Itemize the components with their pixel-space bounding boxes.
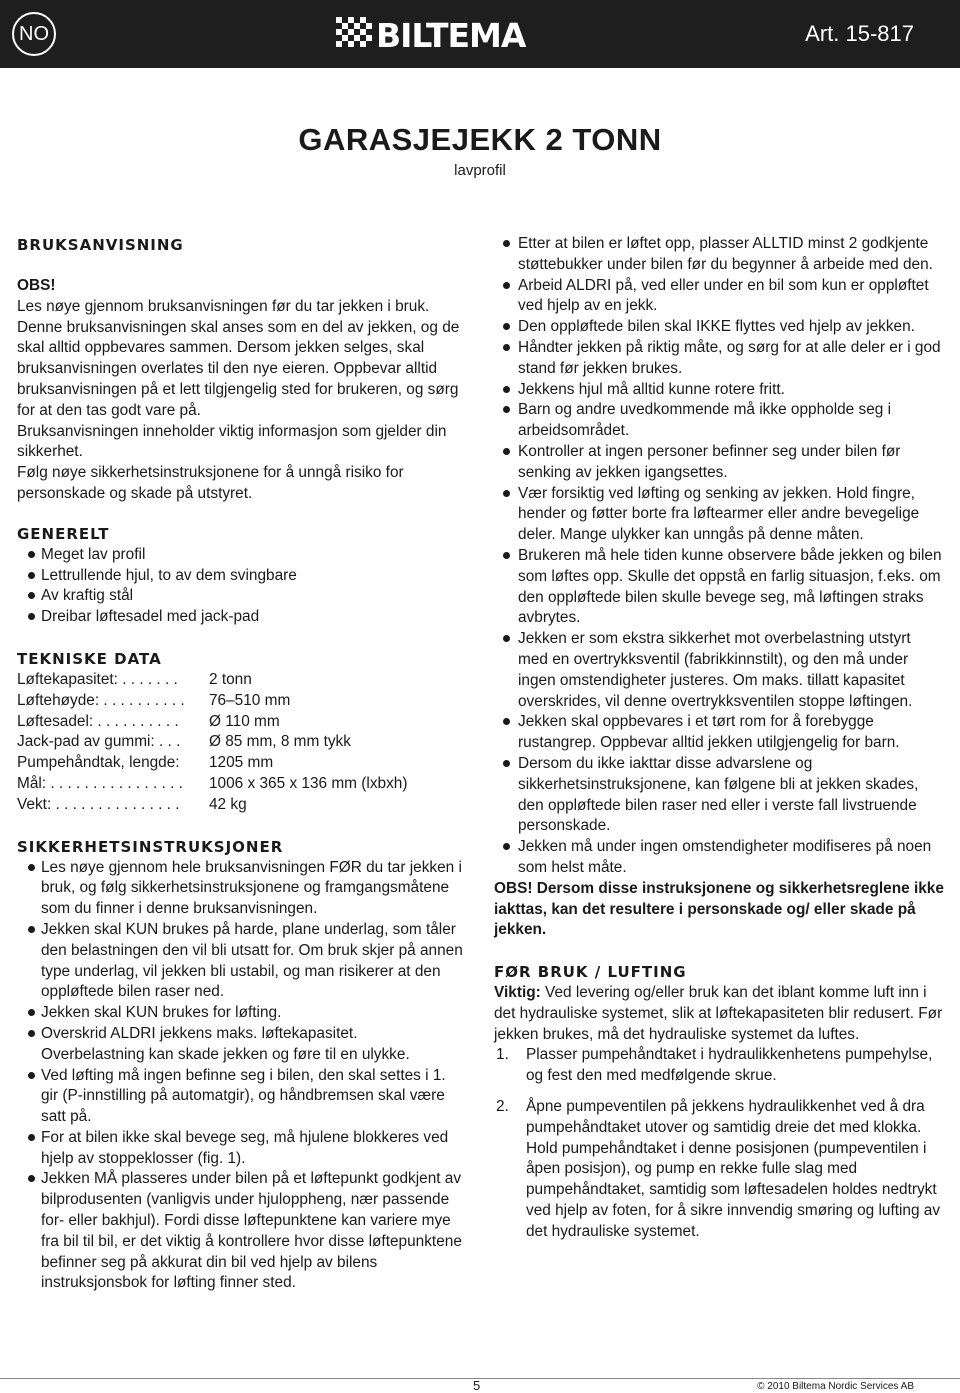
intro-paragraph: Les nøye gjennom bruksanvisningen før du tar jekken i bruk. Denne bruksanvisningen skal anses som en del av jekken, og de skal alltid oppbevares sammen. Dersom jekken selges, skal bruksanvisningen overlates til den nye eieren. Oppbevar alltid bruksanvisningen på et lett tilgjengelig sted for brukeren, og sørg for at den tas godt vare på. [17, 297, 460, 419]
spec-row: Vekt: . . . . . . . . . . . . . . . 42 kg [17, 795, 247, 813]
sikkerhet-list [17, 858, 464, 1295]
bullet-icon [503, 490, 510, 497]
list-item: Arbeid ALDRI på, ved eller under en bil som kun er oppløftet ved hjelp av en jekk. [494, 276, 944, 318]
bullet-icon [28, 572, 35, 579]
list-item: Jekken MÅ plasseres under bilen på et løftepunkt godkjent av bilprodusenten (vanligvis under hjuloppheng, nær passende for- eller bakhjul). Fordi disse løftepunktene kan variere mye fra bil til bil, er det viktig å kontrollere hvor disse løftepunktene befinner seg på akkurat din bil ved hjelp av bilens instruksjonsbok for løfting finner sted. [17, 1169, 464, 1294]
list-item: Overskrid ALDRI jekkens maks. løftekapasitet. Overbelastning kan skade jekken og føre til en ulykke. [17, 1024, 464, 1066]
obs-label: OBS! [17, 277, 56, 294]
bullet-icon [28, 592, 35, 599]
bullet-icon [28, 1134, 35, 1141]
section-heading-sikkerhetsinstruksjoner: SIKKERHETSINSTRUKSJONER [17, 837, 284, 856]
list-item: Håndter jekken på riktig måte, og sørg for at alle deler er i god stand før jekken brukes. [494, 338, 944, 380]
right-column [494, 234, 944, 1253]
list-item: Barn og andre uvedkommende må ikke oppholde seg i arbeidsområdet. [494, 400, 944, 442]
spec-row: Pumpehåndtak, lengde: 1205 mm [17, 754, 274, 772]
language-badge: NO [12, 12, 56, 56]
spec-table [17, 670, 464, 816]
steps-list [494, 1045, 944, 1242]
list-item: For at bilen ikke skal bevege seg, må hjulene blokkeres ved hjelp av stoppeklosser (fig. 1). [17, 1128, 464, 1170]
article-number: Art. 15-817 [805, 21, 914, 46]
bullet-icon [28, 1175, 35, 1182]
bullet-icon [503, 718, 510, 725]
list-item: Kontroller at ingen personer befinner seg under bilen før senking av jekken igangsettes. [494, 442, 944, 484]
bullet-icon [503, 344, 510, 351]
bullet-icon [28, 1030, 35, 1037]
list-item: Av kraftig stål [17, 586, 464, 607]
viktig-paragraph [494, 983, 944, 1045]
warning-note: OBS! Dersom disse instruksjonene og sikkerhetsreglene ikke iakttas, kan det resultere i personskade og/ eller skade på jekken. [494, 879, 944, 939]
bullet-icon [28, 551, 35, 558]
list-item: Etter at bilen er løftet opp, plasser ALLTID minst 2 godkjente støttebukker under bilen før du begynner å arbeide med den. [494, 234, 944, 276]
safety-paragraph: Følg nøye sikkerhetsinstruksjonene for å unngå risiko for personskade og skade på utstyret. [17, 464, 404, 502]
list-item: Dreibar løftesadel med jack-pad [17, 607, 464, 628]
bullet-icon [503, 843, 510, 850]
spec-row: Løftehøyde: . . . . . . . . . . 76–510 mm [17, 691, 291, 709]
spec-row: Jack-pad av gummi: . . . Ø 85 mm, 8 mm tykk [17, 733, 351, 751]
list-item: Jekken er som ekstra sikkerhet mot overbelastning utstyrt med en overtrykksventil (fabrikkinnstilt), og den må under ingen omstendigheter justeres. Om maks. tillatt kapasitet overskrides, vil denne overtrykksventilen stoppe løftingen. [494, 629, 944, 712]
section-heading-bruksanvisning: BRUKSANVISNING [17, 236, 184, 254]
list-item: Jekken skal KUN brukes på harde, plane underlag, som tåler den belastningen den vil bli utsatt for. Om bruk skjer på annen type underlag, vil jekken bli ustabil, og man risikerer at den oppløftede bilen raser ned. [17, 920, 464, 1003]
bullet-icon [503, 386, 510, 393]
bullet-icon [503, 552, 510, 559]
list-item: Ved løfting må ingen befinne seg i bilen, den skal settes i 1. gir (P-innstilling på automatgir), og håndbremsen skal være satt på. [17, 1066, 464, 1128]
section-heading-tekniske-data: TEKNISKE DATA [17, 649, 162, 668]
logo-wordmark: BILTEMA [376, 17, 526, 51]
bullet-icon [28, 864, 35, 871]
step-item: 1. Plasser pumpehåndtaket i hydraulikkenhetens pumpehylse, og fest den med medfølgende skrue. [496, 1046, 933, 1085]
spec-row: Mål: . . . . . . . . . . . . . . . . 1006 x 365 x 136 mm (lxbxh) [17, 774, 408, 792]
spec-row: Løftekapasitet: . . . . . . . 2 tonn [17, 670, 252, 688]
info-paragraph: Bruksanvisningen inneholder viktig informasjon som gjelder din sikkerhet. [17, 422, 447, 461]
copyright: © 2010 Biltema Nordic Services AB [757, 1381, 914, 1392]
list-item: Jekken må under ingen omstendigheter modifiseres på noen som helst måte. [494, 837, 944, 879]
list-item: Meget lav profil [17, 545, 464, 566]
list-item: Les nøye gjennom hele bruksanvisningen FØR du tar jekken i bruk, og følg sikkerhetsinstruksjonene og framgangsmåtene som du finner i denne bruksanvisningen. [17, 858, 464, 920]
section-heading-generelt: GENERELT [17, 524, 110, 543]
spec-row: Løftesadel: . . . . . . . . . . Ø 110 mm [17, 712, 280, 730]
bullet-icon [503, 635, 510, 642]
step-item: 2. Åpne pumpeventilen på jekkens hydraulikkenhet ved å dra pumpehåndtaket utover og samtidig dreie det med klokka. Hold pumpehåndtaket i denne posisjonen (pumpeventilen i åpen posisjon), og pump en rekke fulle slag med pumpehåndtaket, samtidig som løftesadelen holdes nedtrykt ved hjelp av foten, for å sikre innvendig smøring og lufting av det hydrauliske systemet. [496, 1098, 941, 1240]
list-item: Vær forsiktig ved løfting og senking av jekken. Hold fingre, hender og føtter borte fra løftearmer eller andre bevegelige deler. Mange ulykker kan unngås på denne måten. [494, 484, 944, 546]
section-heading-for-bruk: FØR BRUK / LUFTING [494, 963, 687, 982]
list-item: Jekkens hjul må alltid kunne rotere fritt. [494, 380, 944, 401]
bullet-icon [503, 240, 510, 247]
bullet-icon [28, 613, 35, 620]
safety-list-continued [494, 234, 944, 879]
bullet-icon [503, 448, 510, 455]
viktig-label: Viktig: [494, 984, 541, 1002]
list-item: Den oppløftede bilen skal IKKE flyttes ved hjelp av jekken. [494, 317, 944, 338]
left-column [17, 234, 464, 1294]
viktig-text: Ved levering og/eller bruk kan det iblant komme luft inn i det hydrauliske systemet, slik at løftekapasiteten blir redusert. Før jekken brukes, må det hydrauliske systemet da luftes. [494, 984, 943, 1043]
bullet-icon [503, 282, 510, 289]
bullet-icon [503, 406, 510, 413]
biltema-logo [336, 17, 600, 51]
list-item: Jekken skal KUN brukes for løfting. [17, 1003, 464, 1024]
bullet-icon [28, 1072, 35, 1079]
bullet-icon [503, 323, 510, 330]
list-item: Jekken skal oppbevares i et tørt rom for å forebygge rustangrep. Oppbevar alltid jekken utilgjengelig for barn. [494, 712, 944, 754]
document-title: GARASJEJEKK 2 TONN [298, 122, 662, 157]
page-number: 5 [473, 1378, 481, 1393]
bullet-icon [28, 926, 35, 933]
header-bar [0, 0, 960, 68]
generelt-list [17, 545, 464, 628]
list-item: Dersom du ikke iakttar disse advarslene og sikkerhetsinstruksjonene, kan følgene bli at jekken skades, den oppløftede bilen raser ned eller i verste fall livstruende personskade. [494, 754, 944, 837]
bullet-icon [503, 760, 510, 767]
document-subtitle: lavprofil [454, 162, 506, 179]
list-item: Brukeren må hele tiden kunne observere både jekken og bilen som løftes opp. Skulle det oppstå en farlig situasjon, f.eks. om den oppløftede bilen skulle bevege seg, må løftingen straks avbrytes. [494, 546, 944, 629]
list-item: Lettrullende hjul, to av dem svingbare [17, 566, 464, 587]
bullet-icon [28, 1009, 35, 1016]
